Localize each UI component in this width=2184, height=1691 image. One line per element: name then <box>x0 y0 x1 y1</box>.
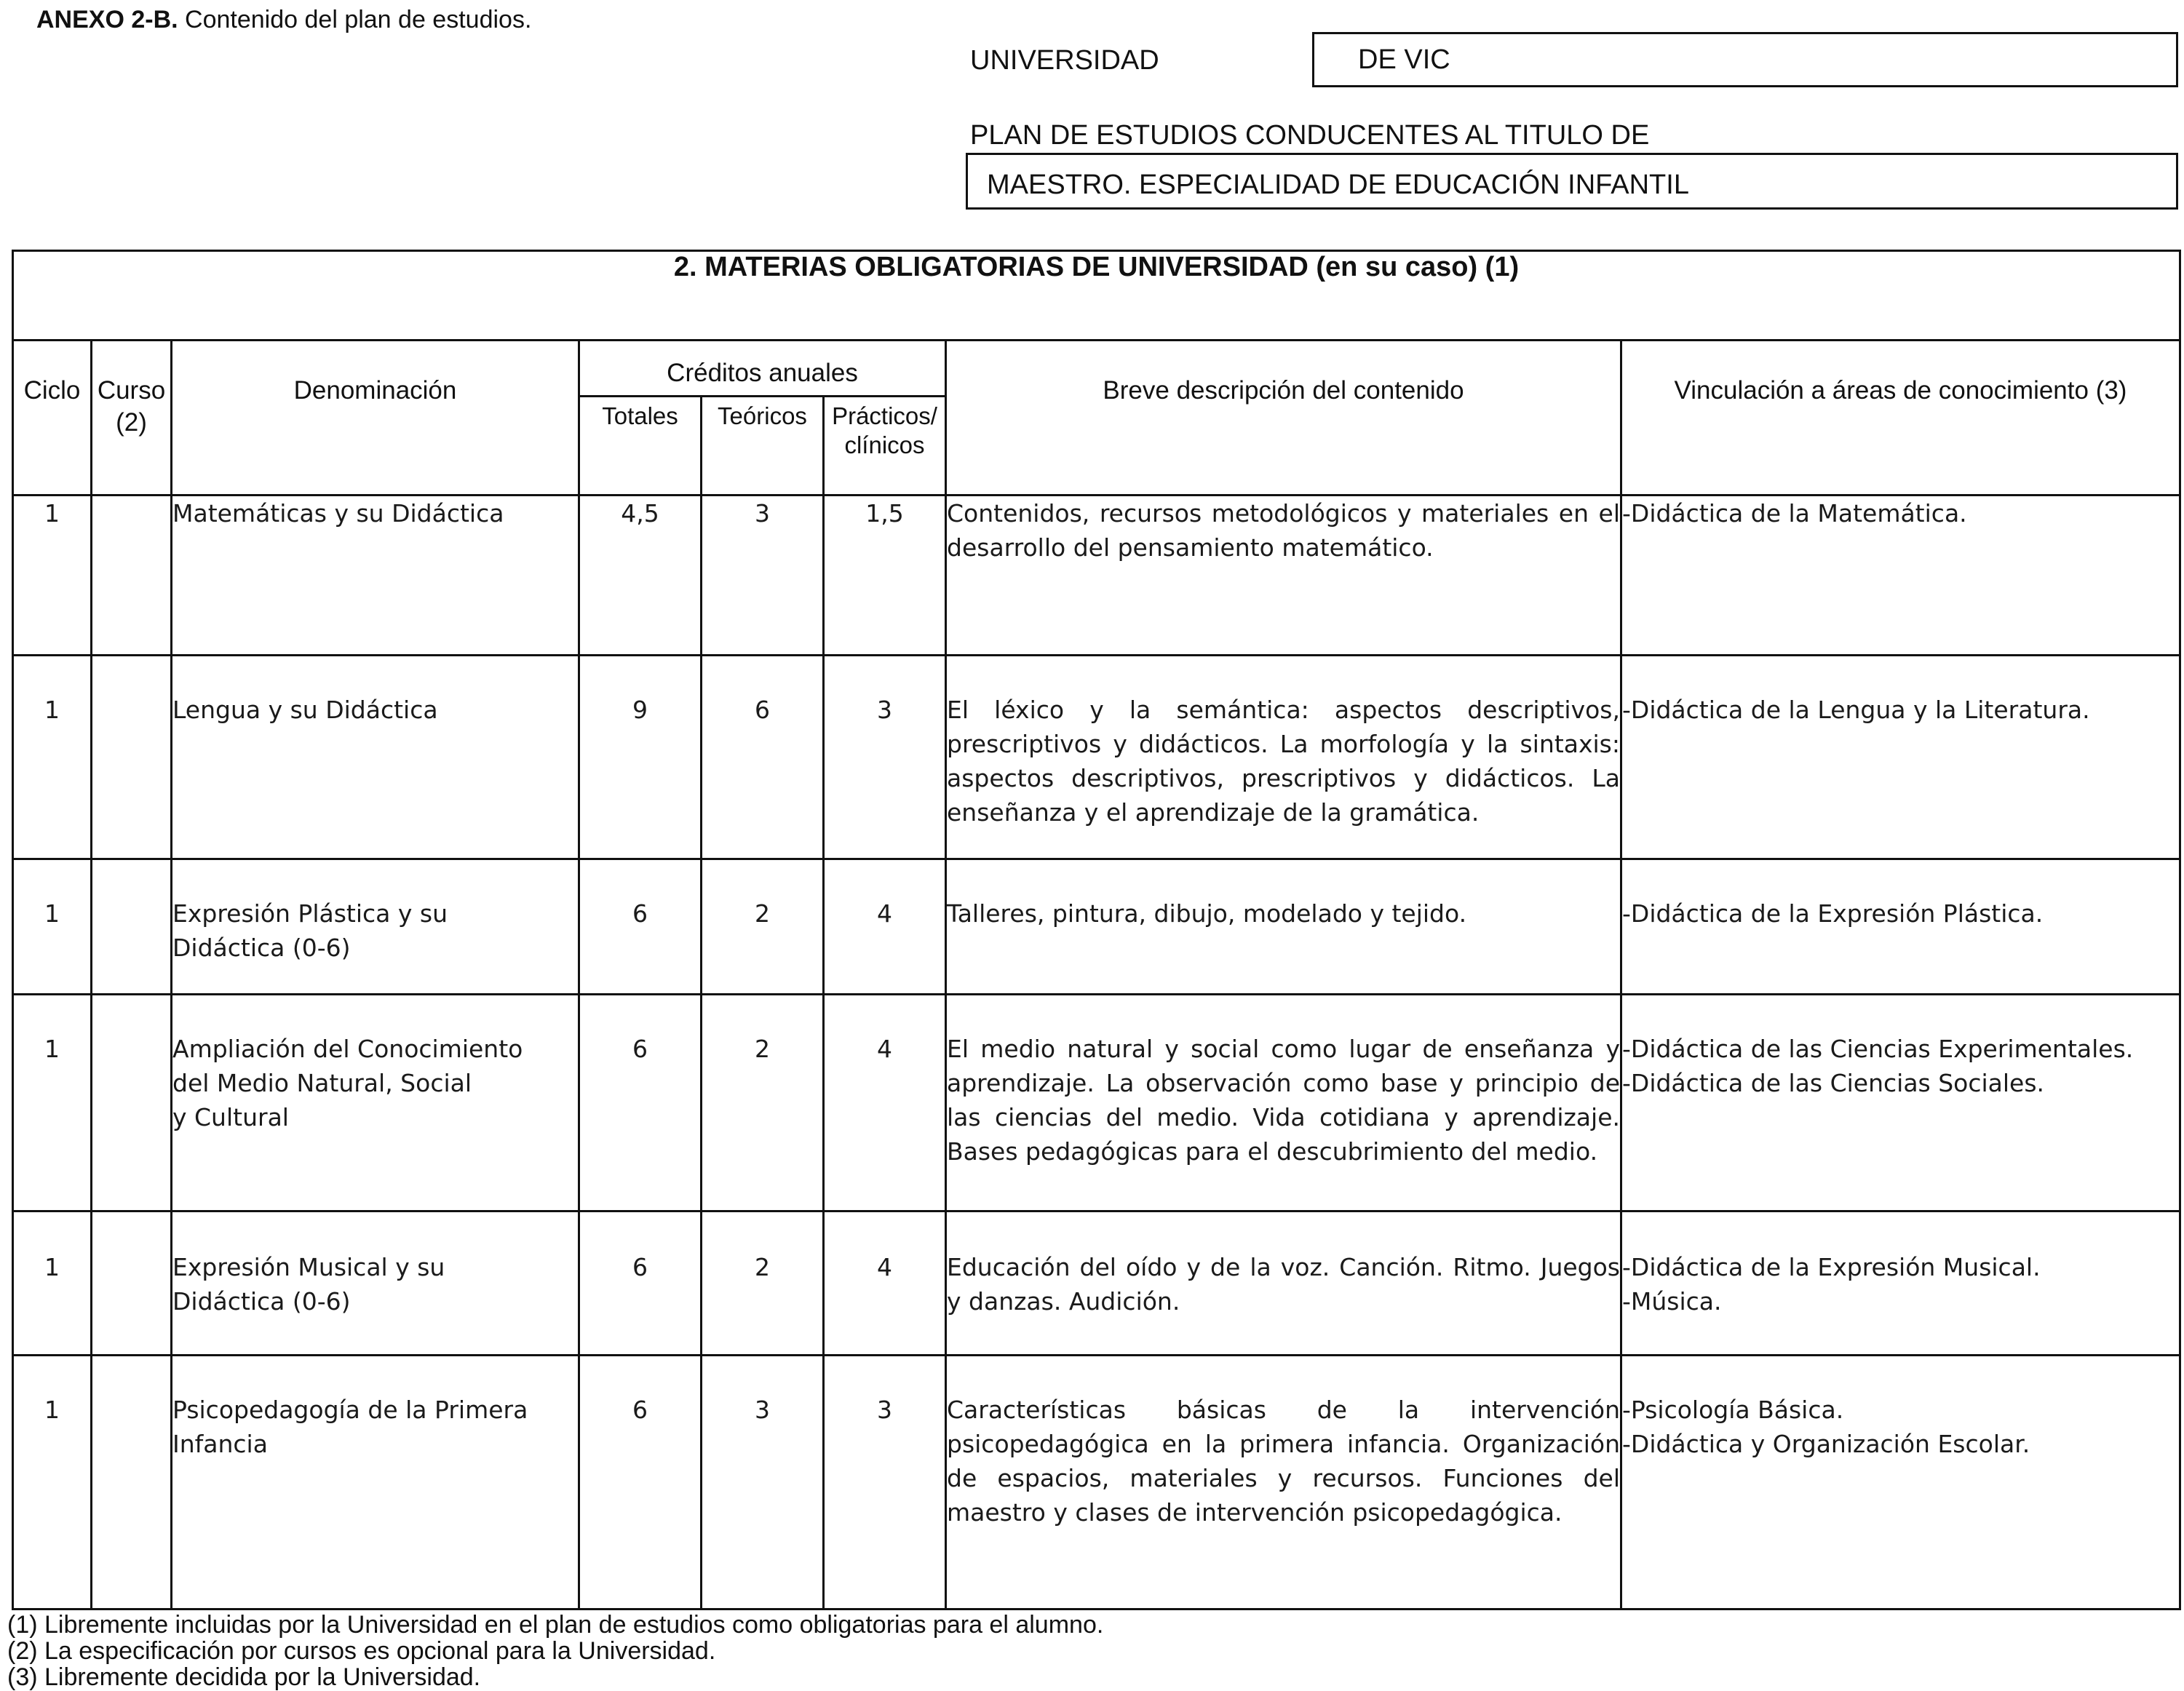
table-row <box>13 496 2180 656</box>
header-denominacion: Denominación <box>172 341 579 496</box>
cell-ciclo: 1 <box>13 1211 92 1356</box>
cell-totales: 4,5 <box>579 496 702 656</box>
area-line: -Didáctica de la Matemática. <box>1622 499 1967 528</box>
annex-heading <box>36 6 531 34</box>
cell-practicos: 4 <box>824 859 946 995</box>
header-practicos-line1: Prácticos/ <box>832 402 937 429</box>
area-line: -Didáctica de la Expresión Musical. <box>1622 1253 2041 1281</box>
denominacion-line: Expresión Plástica y su <box>172 899 448 928</box>
cell-descripcion: Talleres, pintura, dibujo, modelado y tejido. <box>946 859 1621 995</box>
university-value: DE VIC <box>1358 44 1450 75</box>
cell-denominacion <box>172 995 579 1211</box>
header-totales: Totales <box>579 397 702 496</box>
cell-descripcion: Educación del oído y de la voz. Canción. Ritmo. Juegos y danzas. Audición. <box>946 1211 1621 1356</box>
denominacion-line: Lengua y su Didáctica <box>172 696 438 724</box>
denominacion-line: Psicopedagogía de la Primera <box>172 1396 528 1424</box>
denominacion-line: Ampliación del Conocimiento <box>172 1035 523 1063</box>
header-teoricos: Teóricos <box>702 397 824 496</box>
cell-practicos: 4 <box>824 1211 946 1356</box>
area-line: -Didáctica de las Ciencias Sociales. <box>1622 1069 2045 1097</box>
cell-curso <box>92 1211 172 1356</box>
cell-curso <box>92 656 172 859</box>
header-practicos-line2: clínicos <box>844 431 925 458</box>
cell-teoricos: 2 <box>702 859 824 995</box>
denominacion-line: Didáctica (0-6) <box>172 1287 351 1316</box>
header-practicos <box>824 397 946 496</box>
table-row <box>13 1356 2180 1610</box>
cell-ciclo: 1 <box>13 656 92 859</box>
cell-areas <box>1621 859 2180 995</box>
cell-teoricos: 2 <box>702 995 824 1211</box>
cell-areas <box>1621 1356 2180 1610</box>
cell-practicos: 3 <box>824 1356 946 1610</box>
denominacion-line: Matemáticas y su Didáctica <box>172 499 504 528</box>
plan-label: PLAN DE ESTUDIOS CONDUCENTES AL TITULO DE <box>970 120 1650 151</box>
cell-totales: 6 <box>579 1356 702 1610</box>
cell-denominacion <box>172 496 579 656</box>
cell-areas <box>1621 995 2180 1211</box>
cell-denominacion <box>172 1356 579 1610</box>
cell-descripcion: El medio natural y social como lugar de enseñanza y aprendizaje. La observación como base y principio de las ciencias del medio. Vida cotidiana y aprendizaje. Bases pedagógicas para el descubrimiento del medio. <box>946 995 1621 1211</box>
cell-totales: 9 <box>579 656 702 859</box>
annex-description: Contenido del plan de estudios. <box>178 6 532 33</box>
cell-curso <box>92 859 172 995</box>
header-curso-label: Curso <box>97 376 166 405</box>
cell-descripcion: El léxico y la semántica: aspectos descriptivos, prescriptivos y didácticos. La morfología y la sintaxis: aspectos descriptivos, prescriptivos y didácticos. La enseñanza y el aprendizaje de la gramática. <box>946 656 1621 859</box>
cell-ciclo: 1 <box>13 995 92 1211</box>
plan-field <box>966 153 2178 210</box>
cell-totales: 6 <box>579 859 702 995</box>
denominacion-line: Infancia <box>172 1430 268 1458</box>
cell-curso <box>92 1356 172 1610</box>
area-line: -Música. <box>1622 1287 1722 1316</box>
area-line: -Didáctica de la Expresión Plástica. <box>1622 899 2044 928</box>
footnote-3: (3) Libremente decidida por la Universidad. <box>7 1663 481 1691</box>
header-curso <box>92 341 172 496</box>
cell-curso <box>92 995 172 1211</box>
cell-descripcion: Características básicas de la intervención psicopedagógica en la primera infancia. Organización de espacios, materiales y recursos. Funciones del maestro y clases de intervención psicopedagógica. <box>946 1356 1621 1610</box>
cell-areas <box>1621 496 2180 656</box>
cell-teoricos: 2 <box>702 1211 824 1356</box>
cell-teoricos: 6 <box>702 656 824 859</box>
header-curso-note: (2) <box>116 408 147 437</box>
header-creditos: Créditos anuales <box>579 341 946 397</box>
table-row <box>13 859 2180 995</box>
header-ciclo: Ciclo <box>13 341 92 496</box>
cell-denominacion <box>172 1211 579 1356</box>
denominacion-line: Didáctica (0-6) <box>172 934 351 962</box>
subjects-table <box>12 250 2181 1610</box>
header-descripcion: Breve descripción del contenido <box>946 341 1621 496</box>
cell-ciclo: 1 <box>13 859 92 995</box>
cell-totales: 6 <box>579 1211 702 1356</box>
table-row <box>13 656 2180 859</box>
cell-totales: 6 <box>579 995 702 1211</box>
annex-label: ANEXO 2-B. <box>36 6 178 33</box>
area-line: -Didáctica de la Lengua y la Literatura. <box>1622 696 2090 724</box>
cell-areas <box>1621 1211 2180 1356</box>
table-title: 2. MATERIAS OBLIGATORIAS DE UNIVERSIDAD (en su caso) (1) <box>13 251 2180 341</box>
cell-teoricos: 3 <box>702 1356 824 1610</box>
cell-ciclo: 1 <box>13 496 92 656</box>
cell-ciclo: 1 <box>13 1356 92 1610</box>
header-vinculacion: Vinculación a áreas de conocimiento (3) <box>1621 341 2180 496</box>
denominacion-line: y Cultural <box>172 1103 289 1131</box>
denominacion-line: del Medio Natural, Social <box>172 1069 472 1097</box>
denominacion-line: Expresión Musical y su <box>172 1253 445 1281</box>
university-field <box>1312 32 2178 87</box>
cell-teoricos: 3 <box>702 496 824 656</box>
area-line: -Didáctica de las Ciencias Experimentales. <box>1622 1035 2134 1063</box>
cell-areas <box>1621 656 2180 859</box>
university-label: UNIVERSIDAD <box>970 45 1159 76</box>
cell-denominacion <box>172 859 579 995</box>
table-row <box>13 995 2180 1211</box>
footnote-1: (1) Libremente incluidas por la Universidad en el plan de estudios como obligatorias para el alumno. <box>7 1611 1104 1639</box>
cell-practicos: 1,5 <box>824 496 946 656</box>
cell-curso <box>92 496 172 656</box>
cell-denominacion <box>172 656 579 859</box>
area-line: -Didáctica y Organización Escolar. <box>1622 1430 2030 1458</box>
footnote-2: (2) La especificación por cursos es opcional para la Universidad. <box>7 1637 716 1665</box>
table-row <box>13 1211 2180 1356</box>
cell-practicos: 3 <box>824 656 946 859</box>
area-line: -Psicología Básica. <box>1622 1396 1844 1424</box>
plan-value: MAESTRO. ESPECIALIDAD DE EDUCACIÓN INFANTIL <box>987 170 1689 200</box>
cell-practicos: 4 <box>824 995 946 1211</box>
cell-descripcion: Contenidos, recursos metodológicos y materiales en el desarrollo del pensamiento matemático. <box>946 496 1621 656</box>
